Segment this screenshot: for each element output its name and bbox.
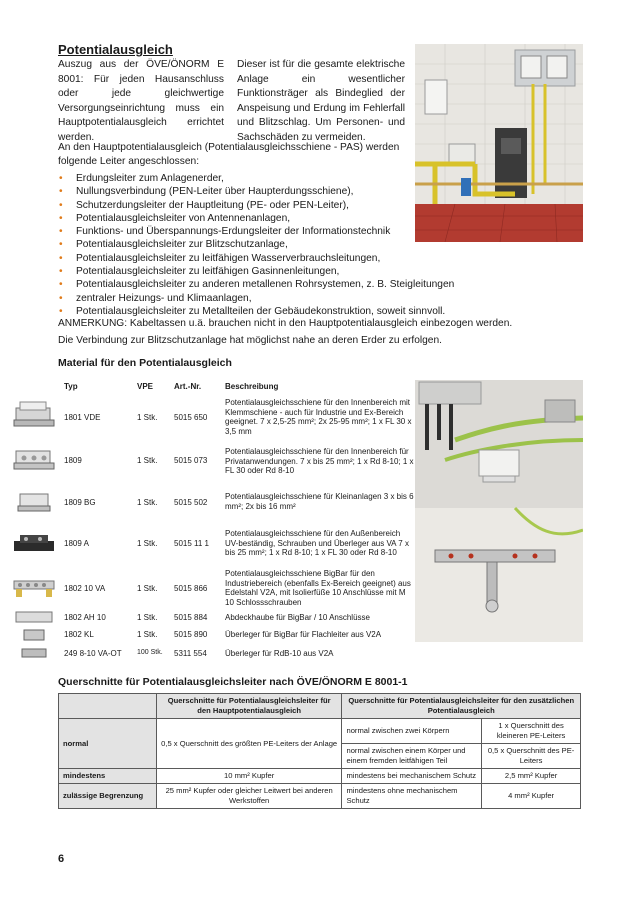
cell-art: 5015 073	[174, 456, 208, 465]
list-item: • Schutzerdungsleiter der Hauptleitung (PE- oder PEN-Leiter),	[58, 199, 454, 212]
cell-typ: 1809 A	[64, 539, 89, 548]
list-item: • Potentialausgleichsleiter zu leitfähigen Gasinnenleitungen,	[58, 265, 454, 278]
page-number: 6	[58, 853, 65, 865]
rail-1801-icon	[12, 396, 56, 434]
connection-intro: An den Hauptpotentialausgleich (Potentialausgleichsschiene - PAS) werden folgende Leiter angeschlossen:	[58, 142, 400, 167]
list-item: • Potentialausgleichsleiter zur Blitzschutzanlage,	[58, 238, 454, 251]
cell-vpe: 1 Stk.	[137, 630, 158, 639]
list-item: • Potentialausgleichsleiter zu Metallteilen der Gebäudekonstruktion, soweit sinnvoll.	[58, 305, 454, 318]
cell-art: 5015 884	[174, 613, 208, 622]
cell-desc: Potentialausgleichsschiene für den Innenbereich für Privatanwendungen. 7 x bis 25 mm²; 1 x Rd 8-10; 1 x FL 30 oder Rd 8-10	[225, 447, 414, 476]
cell-typ: 1809 BG	[64, 498, 96, 507]
list-item: • Erdungsleiter zum Anlagenerder,	[58, 172, 454, 185]
cell-vpe: 1 Stk.	[137, 456, 158, 465]
cell-art: 5015 11 1	[174, 539, 209, 548]
cross-section-table	[58, 693, 581, 809]
cell-art: 5015 502	[174, 498, 208, 507]
cell-vpe: 1 Stk.	[137, 413, 158, 422]
note-cable-trays: ANMERKUNG: Kabeltassen u.ä. brauchen nicht in den Hauptpotentialausgleich einbezogen werden.	[58, 318, 513, 329]
cell-typ: 249 8-10 VA-OT	[64, 649, 122, 658]
cell-vpe: 100 Stk.	[137, 649, 163, 656]
cell-desc: Überleger für BigBar für Flachleiter aus V2A	[225, 630, 382, 639]
cell-art: 5015 890	[174, 630, 208, 639]
material-heading: Material für den Potentialausgleich	[58, 357, 232, 369]
row-header-limit: zulässige Begrenzung	[59, 784, 157, 809]
clamp-kl-icon	[12, 627, 56, 643]
rail-1809bg-icon	[12, 486, 56, 518]
conductor-list	[58, 172, 454, 318]
cell-desc: Potentialausgleichsschiene für Kleinanlagen 3 x bis 6 mm²; 2x bis 16 mm²	[225, 492, 414, 511]
cell-typ: 1802 10 VA	[64, 584, 106, 593]
cover-hood-icon	[12, 608, 56, 626]
cell-vpe: 1 Stk.	[137, 498, 158, 507]
row-header-minimum: mindestens	[59, 769, 157, 784]
cell-desc: Überleger für RdB-10 aus V2A	[225, 649, 334, 658]
intro-right-column: Dieser ist für die gesamte elektrische Anlage ein wesentlicher Funktionsträger als Bindeglied der Anspeisung und Erdung im Fehlerfall und Blitzschlag. Um Personen- und Sachschäden zu vermeiden.	[237, 59, 405, 143]
list-item: • Funktions- und Überspannungs-Erdungsleiter der Informationstechnik	[58, 225, 454, 238]
cell-desc: Potentialausgleichsschiene BigBar für den Industriebereich (ebenfalls Ex-Bereich geeignet) aus Edelstahl V2A, mit Isolierfüße 10 Anschlüsse mit M 10 Schlossschrauben	[225, 569, 411, 607]
cell-vpe: 1 Stk.	[137, 539, 158, 548]
cell-art: 5015 866	[174, 584, 208, 593]
column-header-vpe: VPE	[137, 382, 154, 391]
cell-typ: 1802 KL	[64, 630, 94, 639]
column-header-typ: Typ	[64, 382, 78, 391]
cell-desc: Abdeckhaube für BigBar / 10 Anschlüsse	[225, 613, 370, 622]
cell-minimum-condition: mindestens bei mechanischem Schutz	[342, 769, 482, 784]
cell-art: 5311 554	[174, 649, 207, 658]
note-lightning: Die Verbindung zur Blitzschutzanlage hat möglichst nahe an deren Erder zu erfolgen.	[58, 335, 442, 346]
header-main-equalisation: Querschnitte für Potentialausgleichsleiter für den Hauptpotentialausgleich	[156, 694, 342, 719]
cell-normal-main: 0,5 x Querschnitt des größten PE-Leiters der Anlage	[156, 719, 342, 769]
intro-left-column: Auszug aus der ÖVE/ÖNORM E 8001: Für jeden Hausanschluss oder jede gleichwertige Versorgungseinrichtung muss ein Hauptpotentialausgleich errichtet werden.	[58, 59, 224, 143]
equalisation-bar-photo	[415, 380, 583, 642]
cell-normal-condition-1: normal zwischen zwei Körpern	[342, 719, 482, 744]
header-additional-equalisation: Querschnitte für Potentialausgleichsleiter für den zusätzlichen Potentialausgleich	[342, 694, 581, 719]
cell-typ: 1802 AH 10	[64, 613, 106, 622]
cell-vpe: 1 Stk.	[137, 584, 158, 593]
cell-normal-value-1: 1 x Querschnitt des kleineren PE-Leiters	[482, 719, 581, 744]
cross-section-heading: Querschnitte für Potentialausgleichsleiter nach ÖVE/ÖNORM E 8001-1	[58, 676, 408, 688]
cell-normal-condition-2: normal zwischen einem Körper und einem fremden leitfähigen Teil	[342, 744, 482, 769]
row-header-normal: normal	[59, 719, 157, 769]
rail-1809-icon	[12, 441, 56, 477]
cell-limit-main: 25 mm² Kupfer oder gleicher Leitwert bei anderen Werkstoffen	[156, 784, 342, 809]
cell-limit-value: 4 mm² Kupfer	[482, 784, 581, 809]
clamp-ot-icon	[12, 645, 56, 661]
rail-1809a-icon	[12, 527, 56, 561]
cell-limit-condition: mindestens ohne mechanischem Schutz	[342, 784, 482, 809]
list-item: • Potentialausgleichsleiter zu anderen metallenen Rohrsystemen, z. B. Steigleitungen	[58, 278, 454, 291]
column-header-desc: Beschreibung	[225, 382, 279, 391]
cell-typ: 1801 VDE	[64, 413, 101, 422]
cell-vpe: 1 Stk.	[137, 613, 158, 622]
cell-desc: Potentialausgleichsschiene für den Innenbereich mit Klemmschiene - auch für Industrie und Ex-Bereich geeignet. 7 x 2,5-25 mm²; 2x 25-95 mm²; 1 x FL 30 x 3,5 mm	[225, 398, 412, 436]
cell-typ: 1809	[64, 456, 82, 465]
cell-minimum-main: 10 mm² Kupfer	[156, 769, 342, 784]
list-item: • Potentialausgleichsleiter von Antennenanlagen,	[58, 212, 454, 225]
list-item: • zentraler Heizungs- und Klimaanlagen,	[58, 292, 454, 305]
list-item: • Nullungsverbindung (PEN-Leiter über Haupterdungsschiene),	[58, 185, 454, 198]
cell-minimum-value: 2,5 mm² Kupfer	[482, 769, 581, 784]
rail-bigbar-icon	[12, 567, 56, 605]
column-header-art: Art.-Nr.	[174, 382, 202, 391]
list-item: • Potentialausgleichsleiter zu leitfähigen Wasserverbrauchsleitungen,	[58, 252, 454, 265]
page-title: Potentialausgleich	[58, 42, 173, 57]
cell-art: 5015 650	[174, 413, 208, 422]
cell-normal-value-2: 0,5 x Querschnitt des PE-Leiters	[482, 744, 581, 769]
cell-desc: Potentialausgleichsschiene für den Außenbereich UV-beständig, Schrauben und Überleger aus VA 7 x bis 25 mm²; 1 x Rd 8-10; 1 x FL 30 oder Rd 8-10	[225, 529, 409, 558]
